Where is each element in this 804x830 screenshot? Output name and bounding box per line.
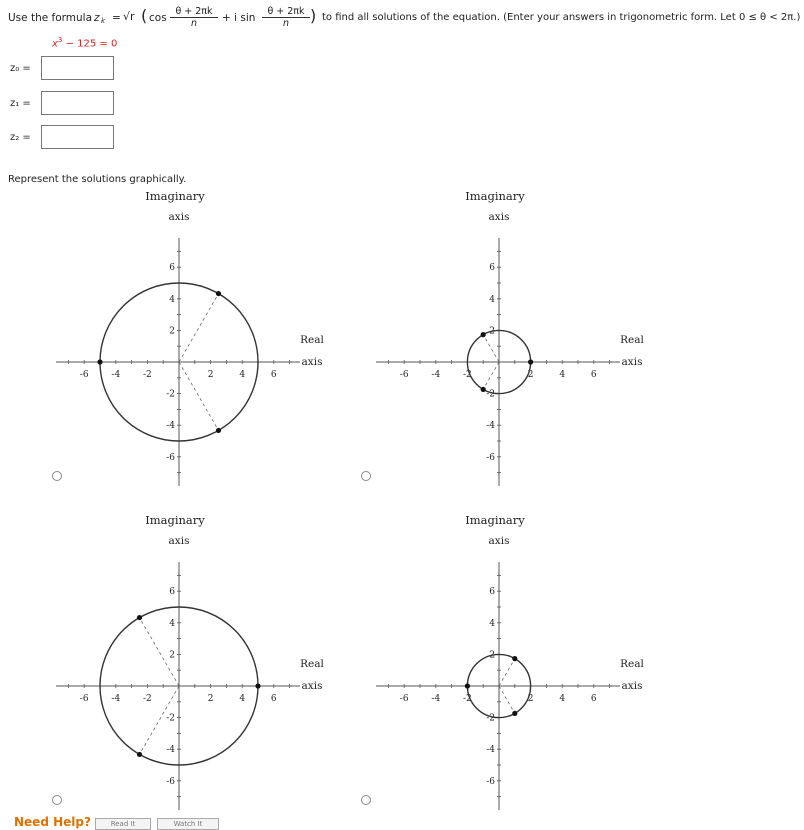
x-tick-label: -4 — [111, 694, 121, 704]
x-tick-label: 6 — [590, 370, 597, 380]
equation — [52, 36, 117, 49]
instr-fraction-1 — [170, 6, 218, 29]
x-tick-label: 6 — [270, 370, 277, 380]
instr-paren-close: ) — [310, 6, 317, 25]
y-tick-label: 4 — [169, 618, 175, 629]
need-help-text: Need Help? — [14, 815, 91, 829]
real-axis-title: Real — [300, 334, 324, 346]
y-tick-label: -2 — [486, 389, 495, 400]
solution-ray — [499, 686, 515, 713]
x-tick-label: -6 — [399, 370, 409, 380]
y-tick-label: -6 — [486, 776, 495, 787]
instructions — [8, 6, 801, 36]
x-tick-label: -2 — [463, 694, 472, 704]
x-tick-label: 2 — [527, 370, 534, 380]
instr-zk: z — [94, 12, 100, 24]
imaginary-axis-title-line2: axis — [488, 535, 510, 547]
solution-ray — [483, 335, 499, 362]
solution-ray — [499, 659, 515, 686]
x-tick-label: 2 — [207, 370, 214, 380]
imaginary-axis-title: Imaginary — [145, 189, 205, 203]
represent-text: Represent the solutions graphically. — [8, 174, 187, 185]
instr-root: √r — [123, 10, 135, 23]
imaginary-axis-title-line2: axis — [168, 535, 190, 547]
x-tick-label: -2 — [463, 370, 472, 380]
y-tick-label: -6 — [486, 452, 495, 463]
instr-frac-num-2: θ + 2πk — [262, 6, 310, 18]
x-tick-label: 4 — [239, 694, 246, 704]
y-tick-label: -2 — [166, 713, 175, 724]
graph-option-1 — [0, 186, 360, 486]
z2-answer-input[interactable] — [41, 125, 114, 149]
equation-exp: 3 — [57, 36, 63, 44]
x-tick-label: 2 — [207, 694, 214, 704]
x-tick-label: 6 — [590, 694, 597, 704]
solution-point — [481, 332, 486, 337]
graph-option-4 — [320, 510, 680, 810]
instr-plus-isin: + i sin — [222, 12, 256, 24]
solution-point — [137, 752, 142, 757]
real-axis-title: Real — [620, 334, 644, 346]
y-tick-label: -6 — [166, 776, 175, 787]
instr-frac-num-1: θ + 2πk — [170, 6, 218, 18]
solution-point — [255, 683, 260, 688]
instr-frac-den-1: n — [190, 18, 198, 29]
imaginary-axis-title-line2: axis — [488, 211, 510, 223]
solution-point — [216, 291, 221, 296]
z2-label: z₂ = — [10, 132, 31, 143]
solution-point — [528, 359, 533, 364]
equation-rest: − 125 = 0 — [65, 38, 118, 50]
equation-var: x — [52, 38, 58, 50]
real-axis-title: Real — [620, 658, 644, 670]
y-tick-label: -2 — [166, 389, 175, 400]
instr-frac-den-2: n — [282, 18, 290, 29]
x-tick-label: -4 — [431, 694, 441, 704]
x-tick-label: 6 — [270, 694, 277, 704]
y-tick-label: 6 — [169, 263, 175, 274]
x-tick-label: -4 — [431, 370, 441, 380]
y-tick-label: -4 — [166, 745, 175, 756]
instr-fraction-2 — [262, 6, 310, 29]
instr-suffix: to find all solutions of the equation. (Enter your answers in trigonometric form. Let 0 ≤ θ < 2π.) — [322, 12, 801, 23]
z0-label: z₀ = — [10, 63, 31, 74]
instr-paren-open: ( — [141, 6, 148, 25]
solution-point — [465, 683, 470, 688]
solution-point — [481, 387, 486, 392]
radio-option-4[interactable] — [361, 795, 371, 805]
y-tick-label: 6 — [169, 587, 175, 598]
y-tick-label: 4 — [489, 618, 495, 629]
x-tick-label: -6 — [79, 370, 89, 380]
instr-eq-sign: = — [112, 12, 121, 24]
x-tick-label: 4 — [239, 370, 246, 380]
solution-point — [512, 656, 517, 661]
real-axis-title-line2: axis — [621, 680, 643, 692]
instr-zk-sub: k — [101, 17, 106, 25]
imaginary-axis-title: Imaginary — [465, 189, 525, 203]
x-tick-label: -6 — [399, 694, 409, 704]
read-it-button[interactable]: Read It — [95, 818, 151, 830]
x-tick-label: 4 — [559, 694, 566, 704]
imaginary-axis-title: Imaginary — [145, 513, 205, 527]
y-tick-label: 2 — [489, 326, 495, 337]
solution-point — [512, 711, 517, 716]
y-tick-label: -4 — [486, 745, 495, 756]
solution-ray — [483, 362, 499, 389]
x-tick-label: 2 — [527, 694, 534, 704]
y-tick-label: 2 — [169, 326, 175, 337]
y-tick-label: 2 — [489, 650, 495, 661]
real-axis-title-line2: axis — [301, 356, 323, 368]
radio-option-2[interactable] — [361, 471, 371, 481]
imaginary-axis-title-line2: axis — [168, 211, 190, 223]
solution-ray — [179, 294, 219, 362]
real-axis-title-line2: axis — [301, 680, 323, 692]
y-tick-label: -4 — [486, 421, 495, 432]
solution-point — [137, 615, 142, 620]
y-tick-label: -4 — [166, 421, 175, 432]
y-tick-label: 2 — [169, 650, 175, 661]
solution-point — [216, 428, 221, 433]
x-tick-label: -2 — [143, 370, 152, 380]
y-tick-label: 6 — [489, 263, 495, 274]
real-axis-title-line2: axis — [621, 356, 643, 368]
graph-option-2 — [320, 186, 680, 486]
y-tick-label: 4 — [169, 294, 175, 305]
x-tick-label: -2 — [143, 694, 152, 704]
z1-answer-input[interactable] — [41, 91, 114, 115]
solution-point — [97, 359, 102, 364]
instr-prefix: Use the formula — [8, 12, 93, 24]
instr-cos: cos — [149, 12, 167, 24]
z1-label: z₁ = — [10, 98, 31, 109]
z0-answer-input[interactable] — [41, 56, 114, 80]
y-tick-label: -6 — [166, 452, 175, 463]
radio-option-1[interactable] — [52, 471, 62, 481]
y-tick-label: 4 — [489, 294, 495, 305]
real-axis-title: Real — [300, 658, 324, 670]
y-tick-label: -2 — [486, 713, 495, 724]
radio-option-3[interactable] — [52, 795, 62, 805]
imaginary-axis-title: Imaginary — [465, 513, 525, 527]
x-tick-label: -6 — [79, 694, 89, 704]
x-tick-label: -4 — [111, 370, 121, 380]
watch-it-button[interactable]: Watch It — [157, 818, 219, 830]
graph-option-3 — [0, 510, 360, 810]
y-tick-label: 6 — [489, 587, 495, 598]
x-tick-label: 4 — [559, 370, 566, 380]
